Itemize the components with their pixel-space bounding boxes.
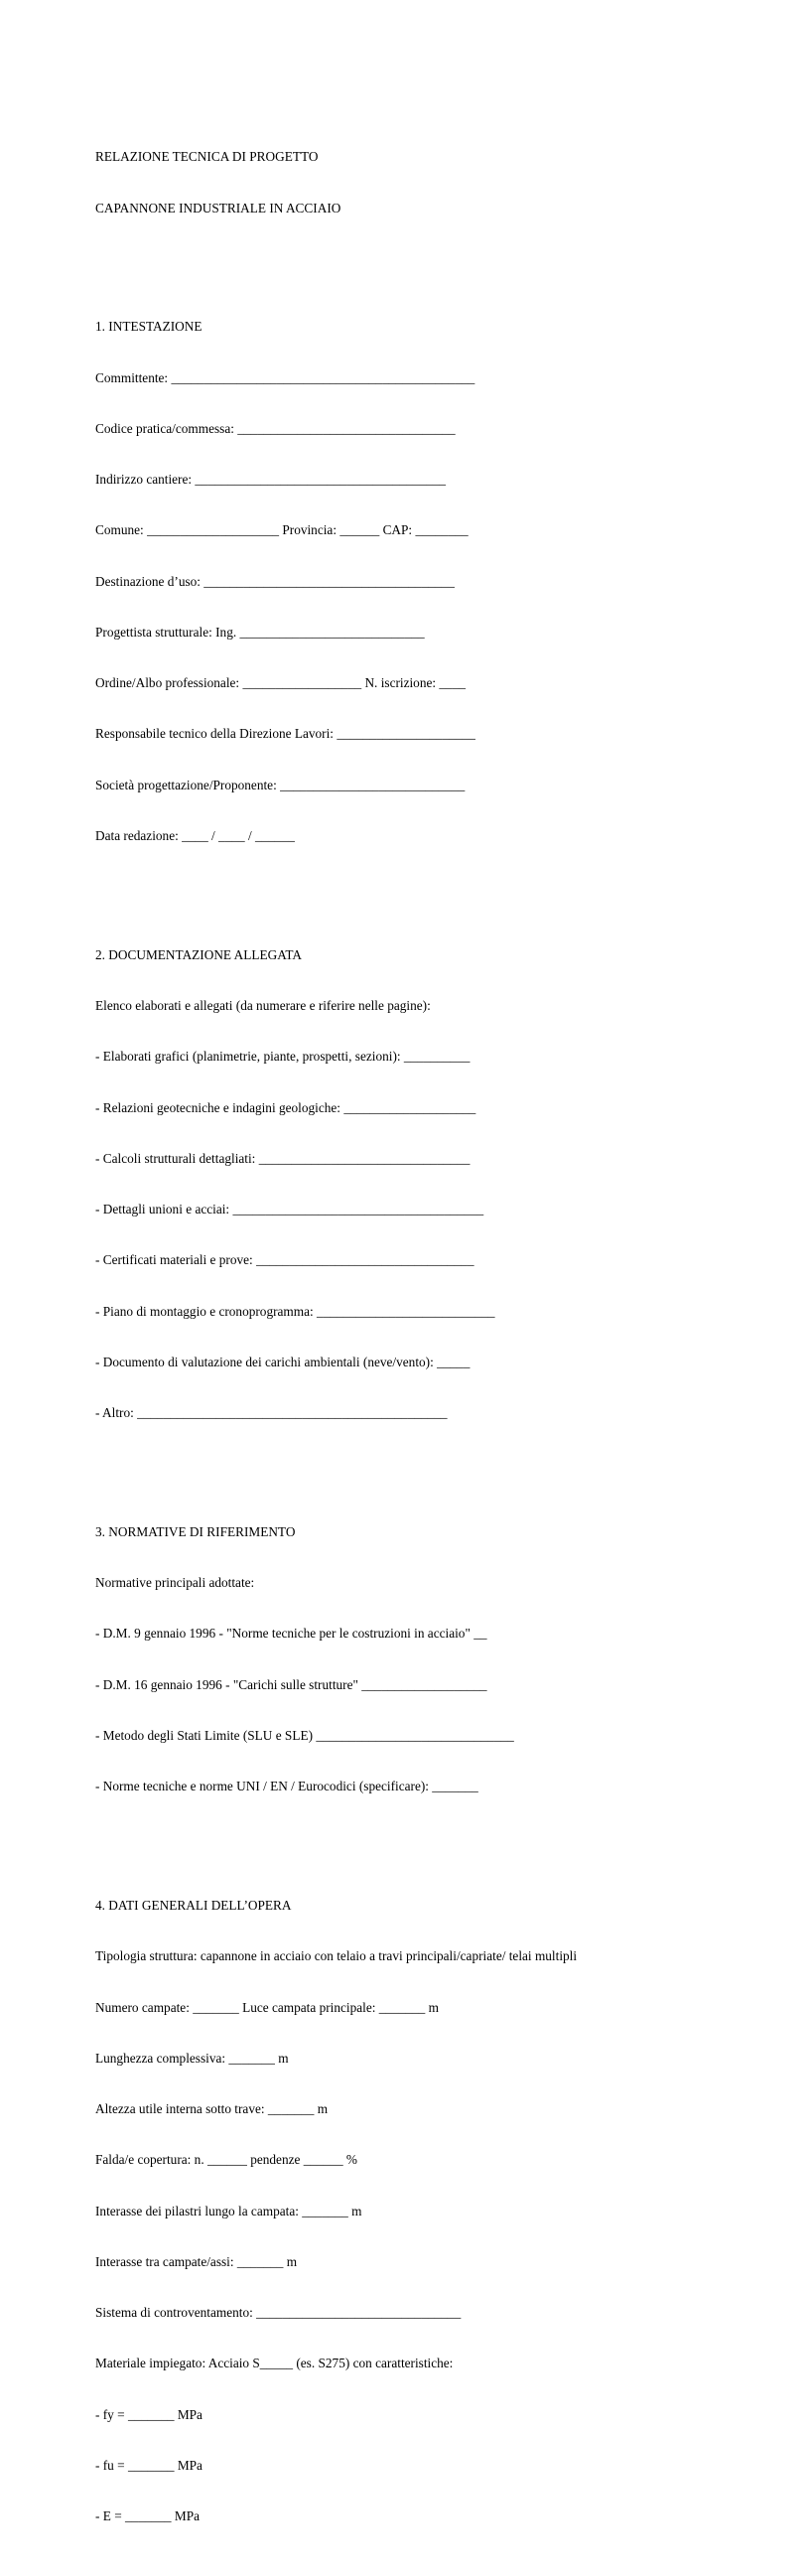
field-altezza-utile-interna: Altezza utile interna sotto trave: _______ m: [95, 2101, 329, 2117]
spacer: [95, 1829, 731, 1846]
field-carichi-ambientali: - Documento di valutazione dei carichi ambientali (neve/vento): _____: [95, 1354, 471, 1369]
text-tipologia-struttura: Tipologia struttura: capannone in acciaio con telaio a travi principali/capriate/ telai multipli: [95, 1948, 578, 1964]
document-body: [95, 97, 731, 2576]
field-falde-copertura: Falda/e copertura: n. ______ pendenze ______ %: [95, 2152, 358, 2168]
field-fu: - fu = _______ MPa: [95, 2458, 202, 2474]
field-comune-provincia-cap: Comune: ____________________ Provincia: ______ CAP: ________: [95, 522, 469, 538]
field-fy: - fy = _______ MPa: [95, 2406, 202, 2422]
spacer: [95, 1456, 731, 1473]
field-societa-progettazione: Società progettazione/Proponente: ____________________________: [95, 777, 466, 792]
field-destinazione-uso: Destinazione d’uso: ______________________________________: [95, 573, 455, 589]
field-numero-campate: Numero campate: _______ Luce campata principale: _______ m: [95, 1999, 439, 2015]
field-committente: Committente: ______________________________________________: [95, 369, 475, 385]
field-dm-9-gennaio-1996: - D.M. 9 gennaio 1996 - "Norme tecniche per le costruzioni in acciaio" __: [95, 1626, 487, 1642]
document-title-line-1: RELAZIONE TECNICA DI PROGETTO: [95, 149, 319, 165]
field-responsabile-tecnico: Responsabile tecnico della Direzione Lavori: _____________________: [95, 726, 475, 742]
field-calcoli-strutturali: - Calcoli strutturali dettagliati: ________________________________: [95, 1150, 471, 1166]
document-title-line-2: CAPANNONE INDUSTRIALE IN ACCIAIO: [95, 200, 341, 215]
section-heading-2: 2. DOCUMENTAZIONE ALLEGATA: [95, 946, 303, 962]
field-relazioni-geotecniche: - Relazioni geotecniche e indagini geologiche: ____________________: [95, 1099, 476, 1115]
spacer: [95, 878, 731, 895]
field-lunghezza-complessiva: Lunghezza complessiva: _______ m: [95, 2050, 289, 2066]
spacer: [95, 250, 731, 267]
field-altro: - Altro: _______________________________________________: [95, 1405, 448, 1421]
section-heading-4: 4. DATI GENERALI DELL’OPERA: [95, 1897, 292, 1913]
section-heading-1: 1. INTESTAZIONE: [95, 319, 202, 335]
field-dm-16-gennaio-1996: - D.M. 16 gennaio 1996 - "Carichi sulle strutture" ___________________: [95, 1676, 487, 1692]
field-norme-uni-en-eurocodici: - Norme tecniche e norme UNI / EN / Eurocodici (specificare): _______: [95, 1779, 478, 1794]
field-dettagli-unioni: - Dettagli unioni e acciai: ______________________________________: [95, 1202, 484, 1217]
field-elaborati-grafici: - Elaborati grafici (planimetrie, piante, prospetti, sezioni): __________: [95, 1049, 471, 1065]
field-metodo-stati-limite: - Metodo degli Stati Limite (SLU e SLE) ______________________________: [95, 1728, 514, 1743]
text-normative-principali: Normative principali adottate:: [95, 1575, 255, 1591]
field-progettista-strutturale: Progettista strutturale: Ing. ____________________________: [95, 624, 425, 640]
section-heading-3: 3. NORMATIVE DI RIFERIMENTO: [95, 1523, 296, 1539]
field-modulo-elastico: - E = _______ MPa: [95, 2508, 201, 2524]
field-codice-pratica: Codice pratica/commessa: _________________________________: [95, 420, 456, 436]
field-indirizzo-cantiere: Indirizzo cantiere: ______________________________________: [95, 472, 447, 488]
field-certificati-materiali: - Certificati materiali e prove: _________________________________: [95, 1252, 474, 1268]
field-interasse-campate: Interasse tra campate/assi: _______ m: [95, 2253, 298, 2269]
text-elenco-elaborati: Elenco elaborati e allegati (da numerare e riferire nelle pagine):: [95, 997, 431, 1013]
field-data-redazione: Data redazione: ____ / ____ / ______: [95, 828, 295, 844]
field-materiale-impiegato: Materiale impiegato: Acciaio S_____ (es. S275) con caratteristiche:: [95, 2356, 454, 2371]
field-interasse-pilastri: Interasse dei pilastri lungo la campata: _______ m: [95, 2203, 362, 2218]
field-sistema-controventamento: Sistema di controventamento: _______________________________: [95, 2305, 462, 2321]
field-piano-montaggio: - Piano di montaggio e cronoprogramma: ___________________________: [95, 1303, 495, 1319]
field-ordine-albo: Ordine/Albo professionale: __________________ N. iscrizione: ____: [95, 675, 466, 691]
